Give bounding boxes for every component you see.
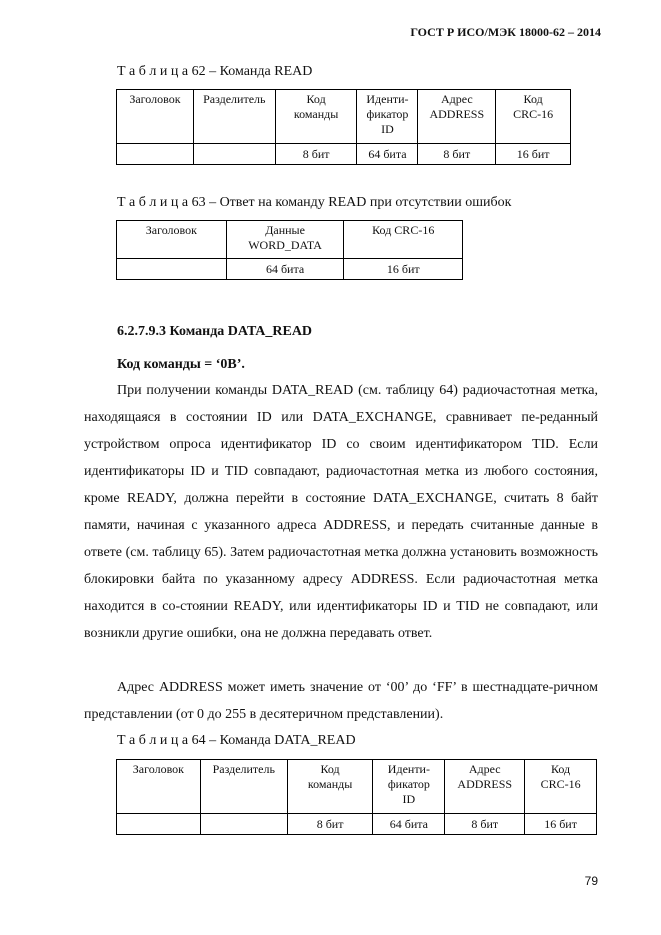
header-cell: Код команды — [275, 90, 357, 144]
unit-cell: 8 бит — [275, 144, 357, 165]
table-63 — [116, 220, 463, 280]
unit-cell — [117, 259, 227, 280]
header-cell: Заголовок — [117, 90, 194, 144]
table-62-caption: Т а б л и ц а 62 – Команда READ — [117, 64, 313, 79]
unit-cell: 16 бит — [344, 259, 463, 280]
header-cell: Иденти- фикатор ID — [357, 90, 418, 144]
unit-cell: 16 бит — [496, 144, 571, 165]
unit-cell: 8 бит — [287, 814, 373, 835]
unit-cell: 64 бита — [357, 144, 418, 165]
header-cell: Код CRC-16 — [496, 90, 571, 144]
unit-cell: 64 бита — [373, 814, 445, 835]
unit-cell: 8 бит — [445, 814, 525, 835]
unit-cell — [117, 814, 201, 835]
unit-cell — [193, 144, 275, 165]
table-64-caption: Т а б л и ц а 64 – Команда DATA_READ — [117, 733, 356, 748]
unit-cell — [200, 814, 287, 835]
header-cell: Заголовок — [117, 760, 201, 814]
header-cell: Заголовок — [117, 221, 227, 259]
header-cell: Разделитель — [193, 90, 275, 144]
command-code: Код команды = ‘0B’. — [117, 357, 245, 372]
header-cell: Адрес ADDRESS — [418, 90, 496, 144]
header-cell: Иденти- фикатор ID — [373, 760, 445, 814]
table-64 — [116, 759, 597, 835]
header-cell: Разделитель — [200, 760, 287, 814]
page-number: 79 — [584, 874, 598, 888]
unit-cell: 16 бит — [525, 814, 597, 835]
header-cell: Данные WORD_DATA — [226, 221, 344, 259]
header-cell: Код CRC-16 — [525, 760, 597, 814]
document-code: ГОСТ Р ИСО/МЭК 18000-62 – 2014 — [410, 25, 601, 39]
header-cell: Адрес ADDRESS — [445, 760, 525, 814]
header-cell: Код CRC-16 — [344, 221, 463, 259]
unit-cell: 64 бита — [226, 259, 344, 280]
paragraph-description: При получении команды DATA_READ (см. таблицу 64) радиочастотная метка, находящаяся в состоянии ID или DATA_EXCHANGE, сравнивает пе-реданный устройством опроса идентификатор ID со своим идентификатором TID. Если идентификаторы ID и TID совпадают, радиочастотная метка из любого состояния, кроме READY, должна перейти в состояние DATA_EXCHANGE, считать 8 байт памяти, начиная с указанного адреса ADDRESS, и передать считанные данные в ответе (см. таблицу 65). Затем радиочастотная метка должна установить возможность блокировки байта по указанному адресу ADDRESS. Если радиочастотная метка находится в со-стоянии READY, или идентификаторы ID и TID не совпадают, или возникли другие ошибки, она не должна передавать ответ. — [84, 383, 598, 641]
unit-cell — [117, 144, 194, 165]
header-cell: Код команды — [287, 760, 373, 814]
table-63-caption: Т а б л и ц а 63 – Ответ на команду READ при отсутствии ошибок — [117, 195, 512, 210]
paragraph-address: Адрес ADDRESS может иметь значение от ‘00’ до ‘FF’ в шестнадцате-ричном представлении (от 0 до 255 в десятеричном представлении). — [84, 680, 598, 722]
unit-cell: 8 бит — [418, 144, 496, 165]
table-62 — [116, 89, 571, 165]
section-heading: 6.2.7.9.3 Команда DATA_READ — [117, 324, 313, 339]
